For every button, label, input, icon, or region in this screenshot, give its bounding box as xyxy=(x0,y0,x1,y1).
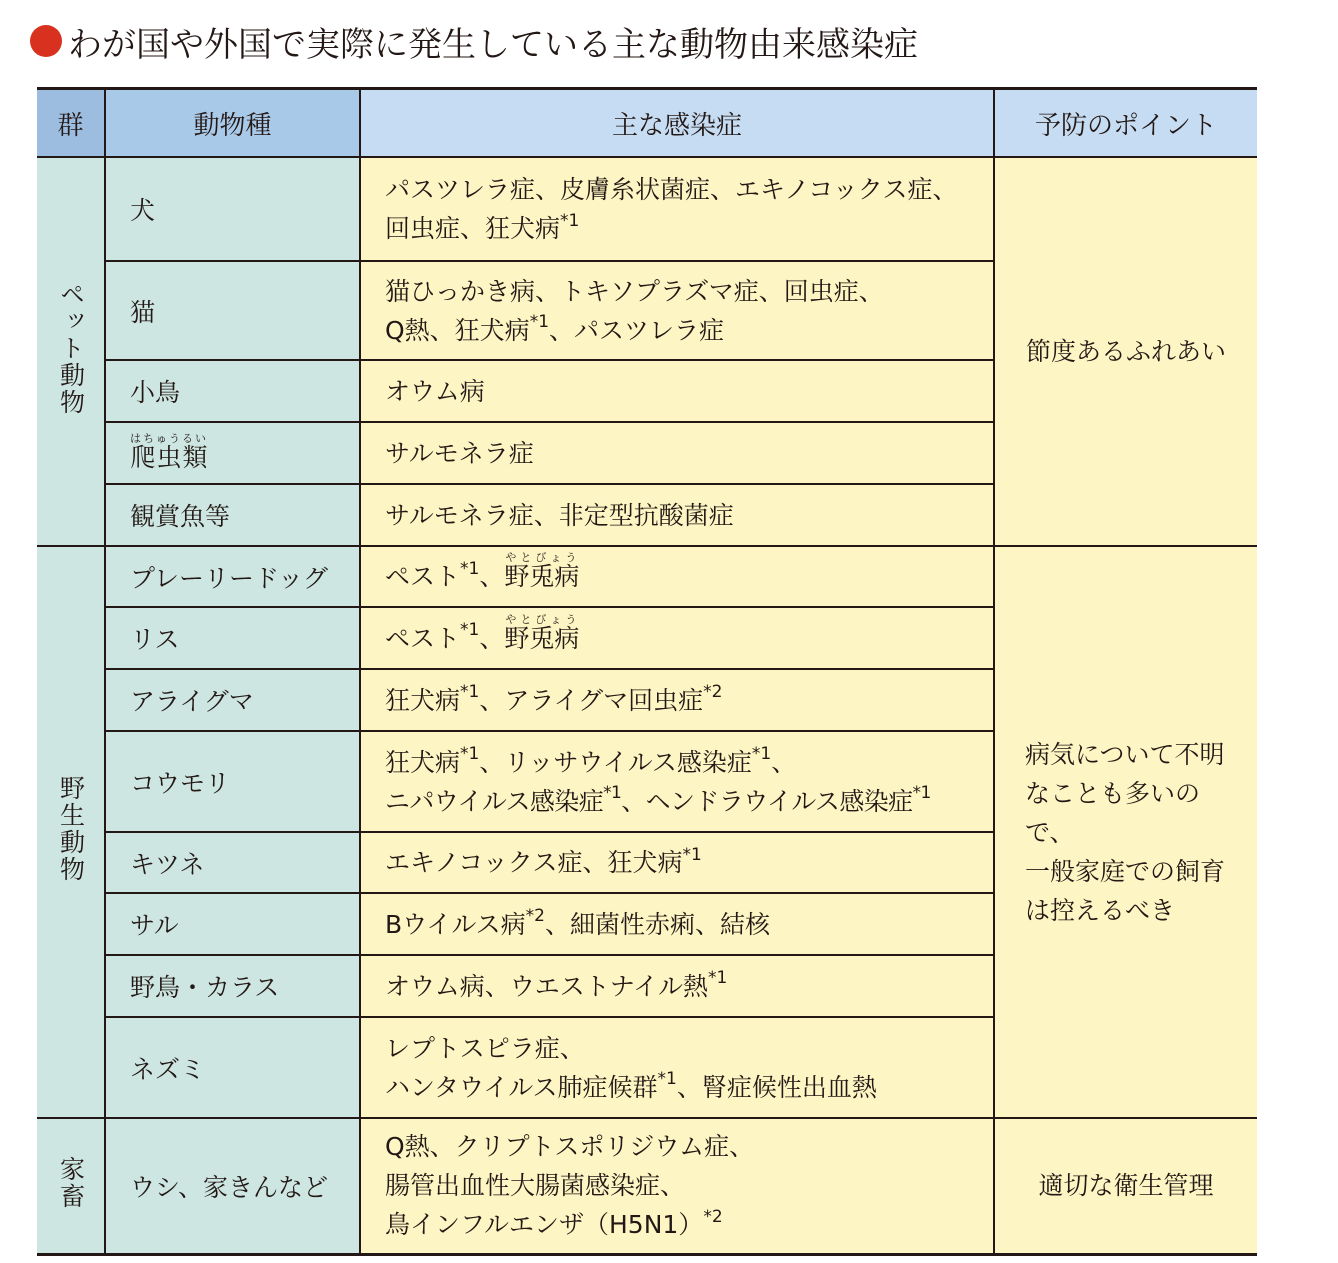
infection-cell: 猫ひっかき病、トキソプラズマ症、回虫症、 Q熱、狂犬病$^{*1}$、パスツレラ症 xyxy=(360,261,994,360)
header-species: 動物種 xyxy=(105,89,360,158)
header-infections: 主な感染症 xyxy=(360,89,994,158)
infection-cell: パスツレラ症、皮膚糸状菌症、エキノコックス症、 回虫症、狂犬病$^{*1}$ xyxy=(360,157,994,261)
red-bullet-icon xyxy=(30,25,62,57)
group-cell-livestock: 家畜 xyxy=(37,1118,105,1254)
infection-cell: サルモネラ症、非定型抗酸菌症 xyxy=(360,484,994,546)
species-cell: ネズミ xyxy=(105,1017,360,1118)
table-row xyxy=(37,1118,1257,1254)
species-cell: プレーリードッグ xyxy=(105,546,360,607)
header-prevention: 予防のポイント xyxy=(994,89,1257,158)
species-cell: キツネ xyxy=(105,832,360,893)
prevention-cell-pet: 節度あるふれあい xyxy=(994,157,1257,546)
table-header-row xyxy=(37,89,1257,158)
species-cell: サル xyxy=(105,893,360,955)
title-text: わが国や外国で実際に発生している主な動物由来感染症 xyxy=(68,24,918,65)
infection-cell: サルモネラ症 xyxy=(360,422,994,484)
table-row xyxy=(37,157,1257,261)
infection-cell: 狂犬病$^{*1}$、リッサウイルス感染症$^{*1}$、 ニパウイルス感染症$^{*1}$、ヘンドラウイルス感染症$^{*1}$ xyxy=(360,731,994,832)
species-cell: アライグマ xyxy=(105,669,360,731)
infection-cell: Bウイルス病$^{*2}$、細菌性赤痢、結核 xyxy=(360,893,994,955)
infection-cell: エキノコックス症、狂犬病$^{*1}$ xyxy=(360,832,994,893)
page-title xyxy=(30,16,918,66)
species-cell: 野鳥・カラス xyxy=(105,955,360,1017)
species-cell: 猫 xyxy=(105,261,360,360)
infection-cell: オウム病、ウエストナイル熱$^{*1}$ xyxy=(360,955,994,1017)
infection-cell: レプトスピラ症、 ハンタウイルス肺症候群$^{*1}$、腎症候性出血熱 xyxy=(360,1017,994,1118)
species-cell: 小鳥 xyxy=(105,360,360,422)
infection-cell: ペスト$^{*1}$、野兎病やとびょう xyxy=(360,607,994,669)
infection-cell: オウム病 xyxy=(360,360,994,422)
zoonosis-table xyxy=(37,87,1257,1256)
header-group: 群 xyxy=(37,89,105,158)
group-cell-pet: ペット動物 xyxy=(37,157,105,546)
species-cell: 爬虫類はちゅうるい xyxy=(105,422,360,484)
group-cell-wild: 野生動物 xyxy=(37,546,105,1118)
species-cell: 犬 xyxy=(105,157,360,261)
species-cell: 観賞魚等 xyxy=(105,484,360,546)
prevention-cell-livestock: 適切な衛生管理 xyxy=(994,1118,1257,1254)
infection-cell: 狂犬病$^{*1}$、アライグマ回虫症$^{*2}$ xyxy=(360,669,994,731)
species-cell: コウモリ xyxy=(105,731,360,832)
infection-cell: Q熱、クリプトスポリジウム症、 腸管出血性大腸菌感染症、 鳥インフルエンザ$(H5N1)^{*2}$ xyxy=(360,1118,994,1254)
infection-cell: ペスト$^{*1}$、野兎病やとびょう xyxy=(360,546,994,607)
prevention-cell-wild: 病気について不明 なことも多いので、 一般家庭での飼育 は控えるべき xyxy=(994,546,1257,1118)
species-cell: リス xyxy=(105,607,360,669)
table-row xyxy=(37,546,1257,607)
species-cell: ウシ、家きんなど xyxy=(105,1118,360,1254)
